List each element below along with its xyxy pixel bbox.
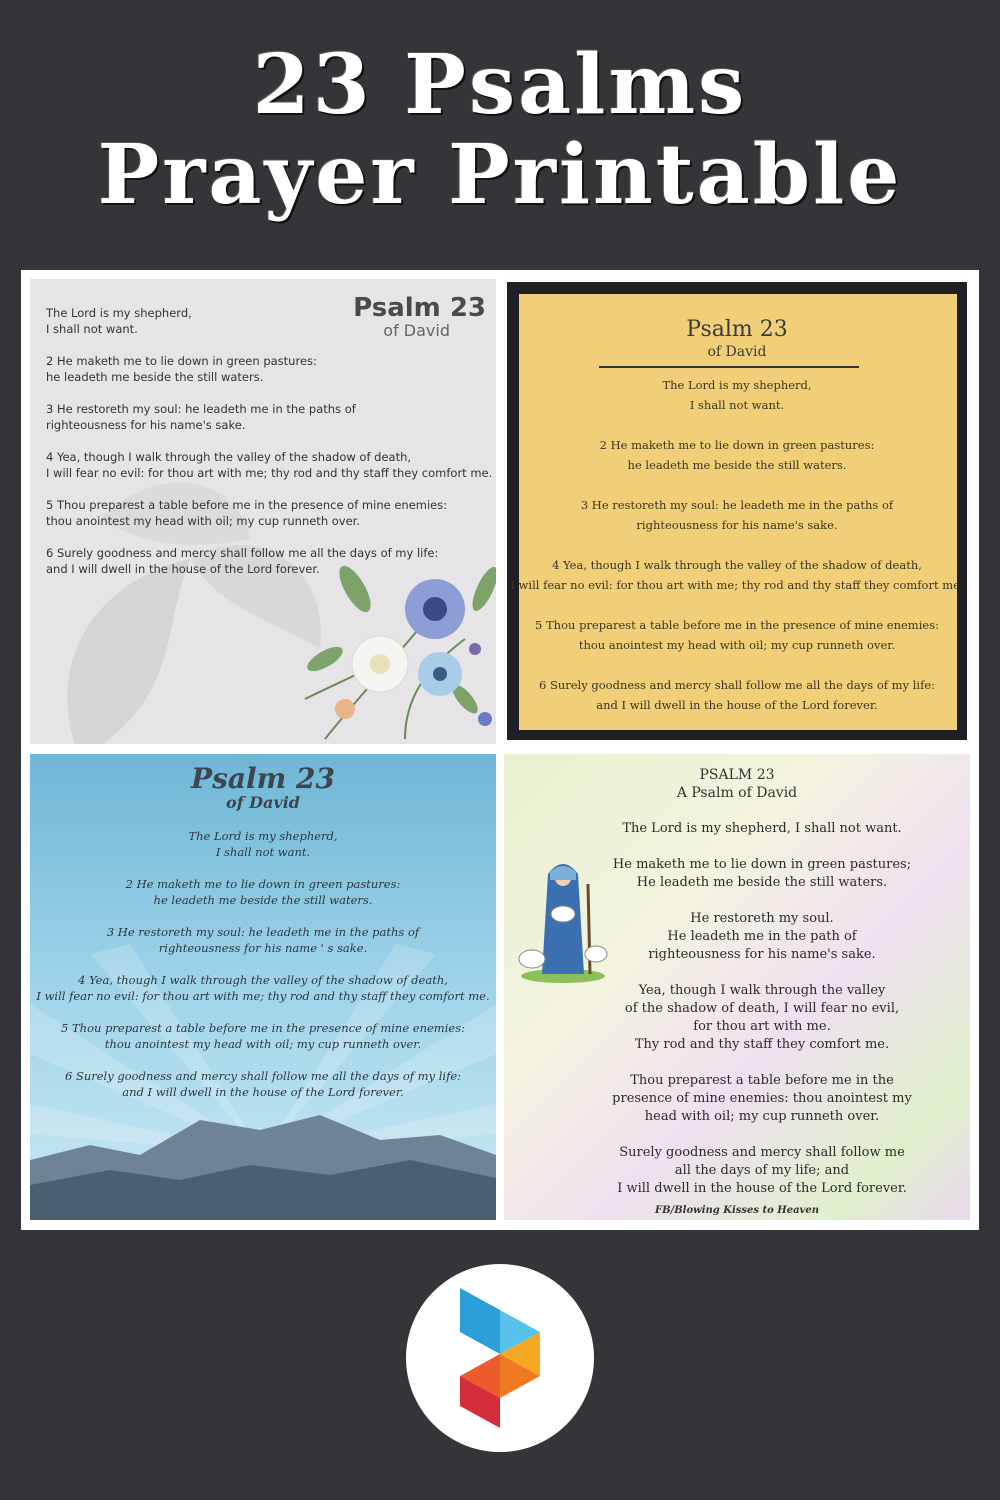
- verse: 3 He restoreth my soul: he leadeth me in the paths of righteousness for his name's sake.: [46, 402, 356, 432]
- credit-text: FB/Blowing Kisses to Heaven: [654, 1205, 819, 1216]
- heading-title: Psalm 23: [353, 293, 486, 323]
- verse: 6 Surely goodness and mercy shall follow me all the days of my life: and I will dwell in the house of the Lord forever.: [46, 546, 439, 576]
- printables-grid: [21, 270, 979, 1230]
- brand-logo[interactable]: [406, 1264, 594, 1452]
- verse: The Lord is my shepherd, I shall not want.: [46, 306, 192, 336]
- verse: 5 Thou preparest a table before me in the presence of mine enemies: thou anointest my head with oil; my cup runneth over.: [61, 1021, 465, 1051]
- verse: He maketh me to lie down in green pastures; He leadeth me beside the still waters.: [612, 857, 912, 890]
- divider: [599, 366, 859, 368]
- verse: 2 He maketh me to lie down in green pastures: he leadeth me beside the still waters.: [599, 438, 875, 472]
- verse: 6 Surely goodness and mercy shall follow me all the days of my life: and I will dwell in the house of the Lord forever.: [538, 678, 936, 712]
- heading-subtitle: of David: [226, 793, 300, 812]
- verse-list: [504, 375, 970, 735]
- title-line-2: Prayer Printable: [97, 127, 903, 223]
- title-line-1: 23 Psalms: [252, 37, 748, 133]
- verse: 3 He restoreth my soul: he leadeth me in the paths of righteousness for his name ' s sake.: [106, 925, 420, 955]
- verse-list: [554, 820, 970, 1216]
- verse: The Lord is my shepherd, I shall not want.: [622, 821, 902, 836]
- mountains-icon: [30, 1100, 496, 1220]
- verse: The Lord is my shepherd, I shall not want.: [188, 829, 338, 859]
- heading-subtitle: of David: [383, 321, 450, 340]
- card-heading: [30, 762, 496, 812]
- printable-card-pastel[interactable]: [504, 754, 970, 1220]
- heading-subtitle: A Psalm of David: [676, 785, 798, 801]
- printable-card-grey[interactable]: [30, 279, 496, 744]
- verse: The Lord is my shepherd, I shall not want.: [662, 378, 812, 412]
- verse: 5 Thou preparest a table before me in the presence of mine enemies: thou anointest my head with oil; my cup runneth over.: [46, 498, 448, 528]
- page-title: [0, 37, 1000, 223]
- verse: 4 Yea, though I walk through the valley of the shadow of death, I will fear no evil: for thou art with me; thy rod and thy staff they comfort me.: [46, 450, 493, 480]
- verse: 5 Thou preparest a table before me in the presence of mine enemies: thou anointest my head with oil; my cup runneth over.: [535, 618, 939, 652]
- verse: 4 Yea, though I walk through the valley of the shadow of death, I will fear no evil: for thou art with me; thy rod and thy staff they comfort me.: [510, 558, 964, 592]
- card-heading: [504, 317, 970, 360]
- verse: 2 He maketh me to lie down in green pastures: he leadeth me beside the still waters.: [125, 877, 401, 907]
- printable-card-parchment[interactable]: [504, 279, 970, 744]
- verse: 4 Yea, though I walk through the valley of the shadow of death, I will fear no evil: for thou art with me; thy rod and thy staff they comfort me.: [36, 973, 490, 1003]
- verse: 6 Surely goodness and mercy shall follow me all the days of my life: and I will dwell in the house of the Lord forever.: [64, 1069, 462, 1099]
- heading-title: Psalm 23: [686, 317, 788, 342]
- verse-list: [30, 828, 496, 1116]
- heading-title: Psalm 23: [191, 762, 335, 795]
- verse: 2 He maketh me to lie down in green pastures: he leadeth me beside the still waters.: [46, 354, 317, 384]
- verse: 3 He restoreth my soul: he leadeth me in the paths of righteousness for his name's sake.: [580, 498, 894, 532]
- card-heading: [504, 766, 970, 802]
- verse: Yea, though I walk through the valley of the shadow of death, I will fear no evil, for thou art with me. Thy rod and thy staff they comfort me.: [624, 983, 900, 1052]
- verse: Thou preparest a table before me in the presence of mine enemies: thou anointest my head with oil; my cup runneth over.: [612, 1073, 912, 1124]
- verse: Surely goodness and mercy shall follow me all the days of my life; and I will dwell in the house of the Lord forever.: [617, 1145, 907, 1196]
- heading-subtitle: of David: [707, 344, 767, 360]
- verse: He restoreth my soul. He leadeth me in the path of righteousness for his name's sake.: [648, 911, 876, 962]
- heading-title: PSALM 23: [699, 767, 775, 783]
- flower-bouquet-icon: [285, 549, 496, 744]
- brand-logo-icon: [460, 1288, 540, 1428]
- printable-card-sky[interactable]: [30, 754, 496, 1220]
